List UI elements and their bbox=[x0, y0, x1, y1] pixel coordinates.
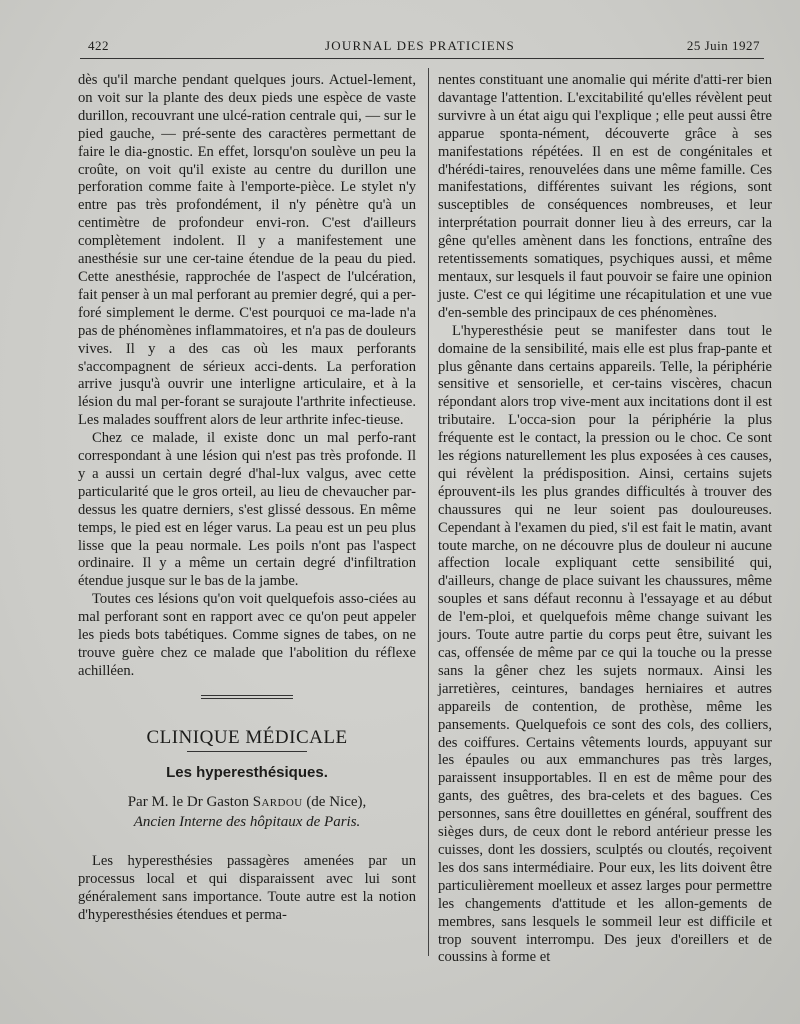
issue-date: 25 Juin 1927 bbox=[686, 38, 760, 53]
paragraph: Toutes ces lésions qu'on voit quelquefois asso-ciées au mal perforant sont en rapport avec ce qu'on peut appeler les pieds bots tabétiques. Comme signes de tabes, on ne trouve guère chez ce malade que l'abolition du réflexe achilléen. bbox=[78, 591, 416, 679]
running-header bbox=[80, 36, 760, 58]
byline bbox=[78, 794, 416, 812]
section-separator bbox=[201, 695, 293, 699]
section-title: CLINIQUE MÉDICALE bbox=[146, 726, 348, 748]
paragraph: Chez ce malade, il existe donc un mal perfo-rant correspondant à une lésion qui n'est pas très profonde. Il y a aussi un certain degré d'hal-lux valgus, avec cette particularité que le gros orteil, au lieu de chevaucher par-dessus les quatre derniers, s'est glissé dessous. En même temps, le pied est en léger varus. La peau est un peu plus lisse que la peau normale. Les poils n'ont pas l'aspect ordinaire. Il y a même un certain degré d'infiltration étendue jusque sur le bas de la jambe. bbox=[78, 430, 416, 590]
journal-title: JOURNAL DES PRATICIENS bbox=[325, 38, 515, 53]
paragraph: nentes constituant une anomalie qui mérite d'atti-rer bien davantage l'attention. L'excitabilité qu'elles révèlent peut survivre à un état aigu qui l'explique ; elle peut aussi être apparue sponta-nément, découverte grâce à ses manifestations répétées. Il en est de congénitales et d'hérédi-taires, renouvelées dans une même famille. Ces manifestations, différentes suivant les régions, sont susceptibles de conséquences nombreuses, et leur interprétation pourrait donner lieu à des erreurs, car la gêne qu'elles amènent dans les fonctions, entraîne des retentissements somatiques, psychiques aussi, et même mentaux, sur lesquels il faut pouvoir se faire une opinion juste. C'est ce qui légitime une récapitulation et une vue d'en-semble des principaux de ces phénomènes. bbox=[438, 72, 772, 321]
article-title: Les hyperesthésiques. bbox=[166, 763, 328, 781]
title-rule bbox=[187, 751, 307, 752]
author-name: Sardou bbox=[252, 793, 303, 810]
header-rule bbox=[80, 58, 764, 59]
paragraph: dès qu'il marche pendant quelques jours. Actuel-lement, on voit sur la plante des deux pieds une espèce de vaste durillon, recouvrant une ulcé-ration centrale qui, — sur le pied gauche, — pré-sente des caractères permettant de faire le dia-gnostic. En effet, lorsqu'on soulève un peu la croûte, on voit qu'il existe au centre du durillon une perforation comme faite à l'emporte-pièce. Le stylet n'y entre pas très profondément, il n'y pénètre qu'à un centimètre de profondeur envi-ron. C'est d'ailleurs complètement indolent. Il y a manifestement une anesthésie sur une cer-taine étendue de la peau du pied. Cette anesthésie, rapprochée de l'aspect de l'ulcération, fait penser à un mal perforant au premier degré, qui a per-foré simplement le derme. C'est pourquoi ce ma-lade n'a pas de phénomènes inflammatoires, et n'a pas de douleurs vives. Il y a des cas où les maux perforants s'accompagnent de sérieux acci-dents. La perforation arrive jusqu'à ouvrir une interligne articulaire, et à la lésion du mal per-forant se surajoute l'arthrite infectieuse. Les malades souffrent alors de leur arthrite infec-tieuse. bbox=[78, 72, 416, 429]
byline-prefix: Par M. le Dr Gaston bbox=[127, 793, 249, 810]
column-divider bbox=[428, 68, 429, 956]
byline-suffix: (de Nice), bbox=[306, 793, 367, 810]
author-affiliation: Ancien Interne des hôpitaux de Paris. bbox=[133, 813, 361, 830]
left-column bbox=[78, 72, 416, 925]
page-number: 422 bbox=[88, 38, 109, 53]
paragraph: L'hyperesthésie peut se manifester dans tout le domaine de la sensibilité, mais elle est plus frap-pante et plus gênante dans certains appareils. Telle, la périphérie sensitive et sensorielle, et cer-tains viscères, chacun répondant alors trop vive-ment aux incitations dont il est tributaire. L'occa-sion pour la périphérie la plus fréquente est le contact, la pression ou le choc. Ce sont les régions naturellement les plus exposées à ces causes, qui révèlent la prédisposition. Ainsi, certains sujets éprouvent-ils les plus grandes difficultés à trouver des chaussures qui ne leur soient pas douloureuses. Cependant à l'examen du pied, s'il est fait le matin, avant toute marche, on ne découvre plus de douleur ni aucune affection locale expliquant cette sensibilité qui, d'ailleurs, change de place suivant les chaussures, même souples et sans défaut reconnu à l'essayage et au début de l'em-ploi, et quelquefois même change suivant les jours. Toute autre partie du corps peut être, suivant les cas, offensée de même par ce qui la touche ou la presse sans la gêner chez les sujets normaux. Ainsi les jarretières, ceintures, bandages herniaires et autres appareils de contention, de prothèse, même les pansements. Quelquefois ce sont des cols, des colliers, des coiffures. Certains vêtements lourds, appuyant sur les épaules ou aux emmanchures pas très larges, paraissent insupportables. Il en est de même pour des gants, des guêtres, des bra-celets et des bagues. Ces personnes, sans être douillettes en général, souffrent des sièges durs, de ceux dont le rebord antérieur presse les cuisses, dont les dossiers, sculptés ou cloutés, reçoivent les dos sans intermédiaire. Pour eux, les lits doivent être particulièrement moelleux et assez larges pour permettre les changements d'attitude et les allon-gements de membres, sans lesquels le sommeil leur est difficile et trop souvent interrompu. Des jeux d'oreillers et de coussins à forme et bbox=[438, 322, 772, 966]
intro-paragraph: Les hyperesthésies passagères amenées par un processus local et qui disparaissent avec lui sont généralement sans importance. Toute autre est la notion d'hyperesthésies étendues et perma- bbox=[78, 853, 416, 924]
right-column bbox=[438, 72, 772, 967]
